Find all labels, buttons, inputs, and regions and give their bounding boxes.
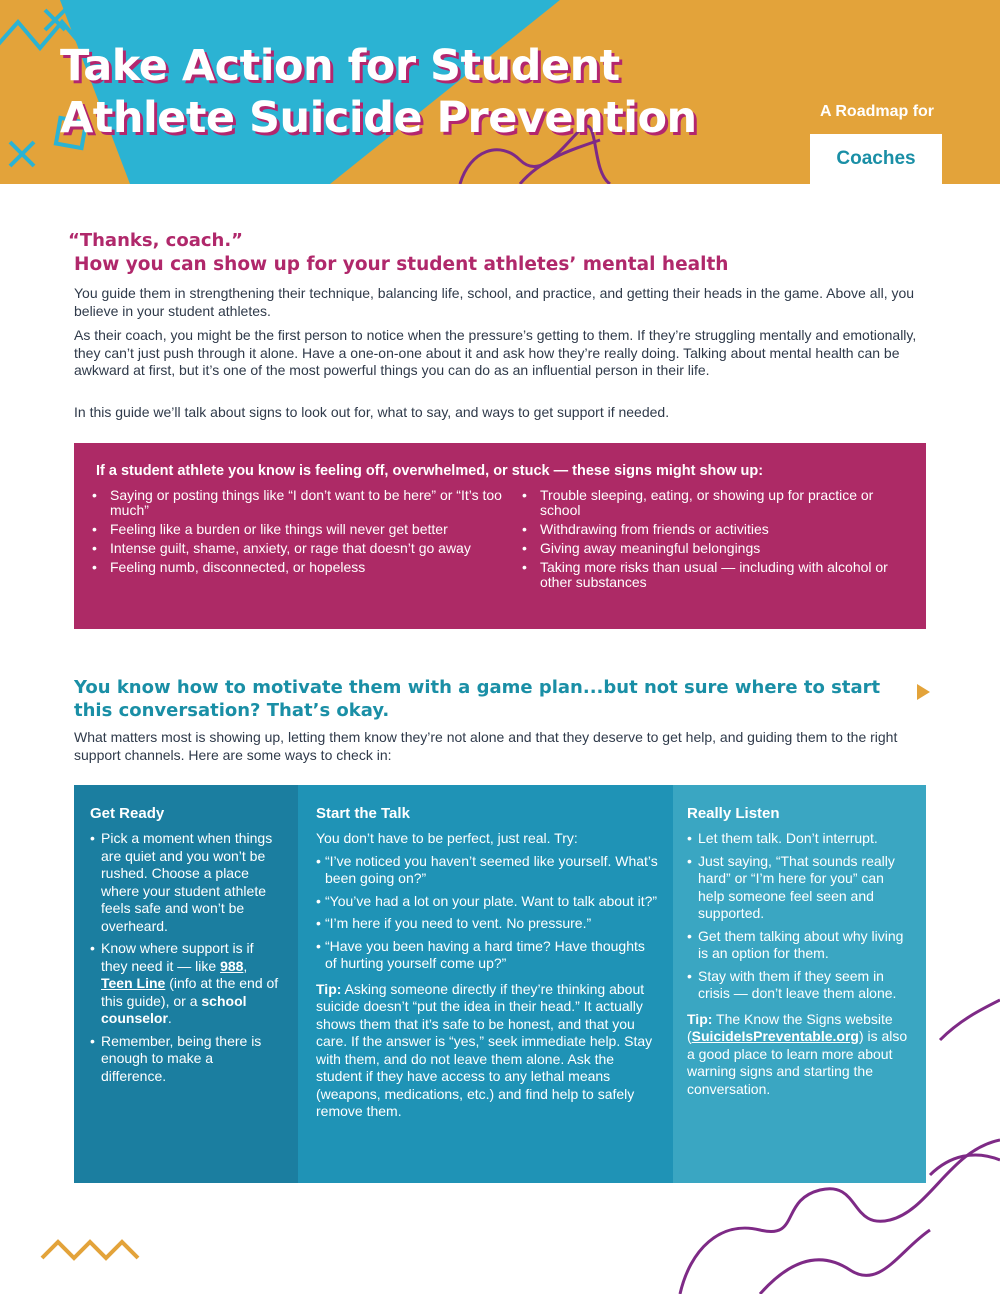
warning-sign-item: • Trouble sleeping, eating, or showing up for practice or school	[522, 488, 912, 518]
intro-paragraph-1: You guide them in strengthening their technique, balancing life, school, and practice, and getting their heads in the game. Above all, you believe in your student athletes.	[74, 285, 915, 319]
tip-text: ) is also a good place to learn more about warning signs and starting the conversation.	[687, 1028, 908, 1097]
start-talk-item: • “I’m here if you need to vent. No pressure.”	[316, 915, 659, 933]
get-ready-item	[90, 940, 282, 1028]
conversation-intro: What matters most is showing up, letting them know they’re not alone and that they deserve to get help, and guiding them to the right support channels. Here are some ways to check in:	[74, 729, 898, 763]
get-ready-column	[74, 785, 298, 1183]
teen-line-link[interactable]: Teen Line	[101, 975, 166, 991]
title-line-1: Take Action for Student	[60, 41, 620, 91]
start-talk-column	[298, 785, 673, 1183]
text-run: .	[167, 1010, 172, 1026]
really-listen-item: • Get them talking about why living is an option for them.	[687, 928, 910, 963]
really-listen-item: • Just saying, “That sounds really hard” or “I’m here for you” can help someone feel seen and supported.	[687, 853, 910, 923]
really-listen-item: • Let them talk. Don’t interrupt.	[687, 830, 910, 848]
really-listen-item: • Stay with them if they seem in crisis — don’t leave them alone.	[687, 968, 910, 1003]
tip-label: Tip:	[316, 980, 342, 997]
start-talk-item: • “I’ve noticed you haven’t seemed like yourself. What’s been going on?”	[316, 853, 659, 888]
text-run: (info at the end of this guide), or a	[101, 975, 279, 1009]
get-ready-title: Get Ready	[90, 805, 165, 822]
start-talk-intro: You don’t have to be perfect, just real. Try:	[316, 830, 578, 846]
warning-signs-list-right	[522, 488, 912, 594]
header-banner	[0, 0, 1000, 184]
quote-heading: “Thanks, coach.”	[68, 230, 244, 251]
really-listen-tip	[687, 1011, 910, 1099]
warning-signs-heading: If a student athlete you know is feeling off, overwhelmed, or stuck — these signs might show up:	[96, 463, 764, 479]
get-ready-list	[90, 830, 282, 1085]
warning-sign-item: • Taking more risks than usual — including with alcohol or other substances	[522, 560, 912, 590]
zigzag-bottom-icon	[42, 1242, 138, 1258]
scribble-bottom-4	[930, 1155, 1000, 1175]
start-talk-item: • “You’ve had a lot on your plate. Want to talk about it?”	[316, 893, 659, 911]
tip-text: The Know the Signs website (	[687, 1010, 893, 1044]
play-arrow-icon	[917, 684, 930, 700]
really-listen-column	[673, 785, 926, 1183]
school-counselor-text: school counselor	[101, 992, 247, 1026]
page-title	[60, 40, 780, 144]
tip-paragraph	[316, 981, 659, 1121]
text-run: ,	[243, 957, 248, 974]
suicide-is-preventable-link[interactable]: SuicideIsPreventable.org	[691, 1028, 859, 1044]
warning-signs-box	[74, 443, 926, 629]
warning-signs-list-left	[92, 488, 502, 579]
get-ready-item: • Pick a moment when things are quiet and you won’t be rushed. Choose a place where your student athlete feels safe and won’t be overheard.	[90, 830, 282, 935]
text-run: Know where support is if they need it — like	[101, 940, 254, 974]
conversation-heading: You know how to motivate them with a game plan...but not sure where to start this conversation? That’s okay.	[74, 677, 881, 721]
warning-sign-item: • Saying or posting things like “I don’t want to be here” or “It’s too much”	[92, 488, 502, 518]
start-talk-tip	[316, 981, 659, 1121]
tip-paragraph	[687, 1011, 910, 1099]
scribble-bottom-2	[760, 1230, 930, 1294]
warning-sign-item: • Feeling like a burden or like things will never get better	[92, 522, 502, 537]
988-link[interactable]: 988	[220, 957, 244, 974]
start-talk-list	[316, 853, 659, 973]
start-talk-item: • “Have you been having a hard time? Have thoughts of hurting yourself come up?”	[316, 938, 659, 973]
warning-sign-item: • Withdrawing from friends or activities	[522, 522, 912, 537]
intro-paragraph-3: In this guide we’ll talk about signs to look out for, what to say, and ways to get support if needed.	[74, 404, 670, 420]
warning-sign-item: • Giving away meaningful belongings	[522, 541, 912, 556]
scribble-bottom-3	[940, 1000, 1000, 1040]
audience-tab: Coaches	[810, 134, 942, 184]
tip-label: Tip:	[687, 1010, 713, 1027]
get-ready-item: • Remember, being there is enough to make a difference.	[90, 1033, 282, 1086]
intro-heading: How you can show up for your student athletes’ mental health	[74, 254, 729, 275]
really-listen-list	[687, 830, 910, 1003]
tip-text: Asking someone directly if they’re thinking about suicide doesn’t “put the idea in their head.” It actually shows them that it’s safe to be honest, and that you care. If the answer is “yes,” seek immediate help. Stay with them, and do not leave them alone. Ask the student if they have access to any lethal means (weapons, medications, etc.) and find help to safely remove them.	[316, 980, 653, 1119]
really-listen-title: Really Listen	[687, 805, 780, 822]
roadmap-label: A Roadmap for	[819, 103, 935, 120]
warning-sign-item: • Feeling numb, disconnected, or hopeless	[92, 560, 502, 575]
intro-paragraph-2: As their coach, you might be the first person to notice when the pressure’s getting to them. If they’re struggling mentally and emotionally, they can’t just push through it alone. Have a one-on-one about it and ask how they’re really doing. Talking about mental health can be awkward at first, but it’s one of the most powerful things you can do as an influential person in their life.	[74, 327, 917, 378]
cross-icon	[10, 142, 34, 166]
title-line-2: Athlete Suicide Prevention	[60, 93, 697, 143]
start-talk-title: Start the Talk	[316, 805, 410, 822]
warning-sign-item: • Intense guilt, shame, anxiety, or rage that doesn’t go away	[92, 541, 502, 556]
